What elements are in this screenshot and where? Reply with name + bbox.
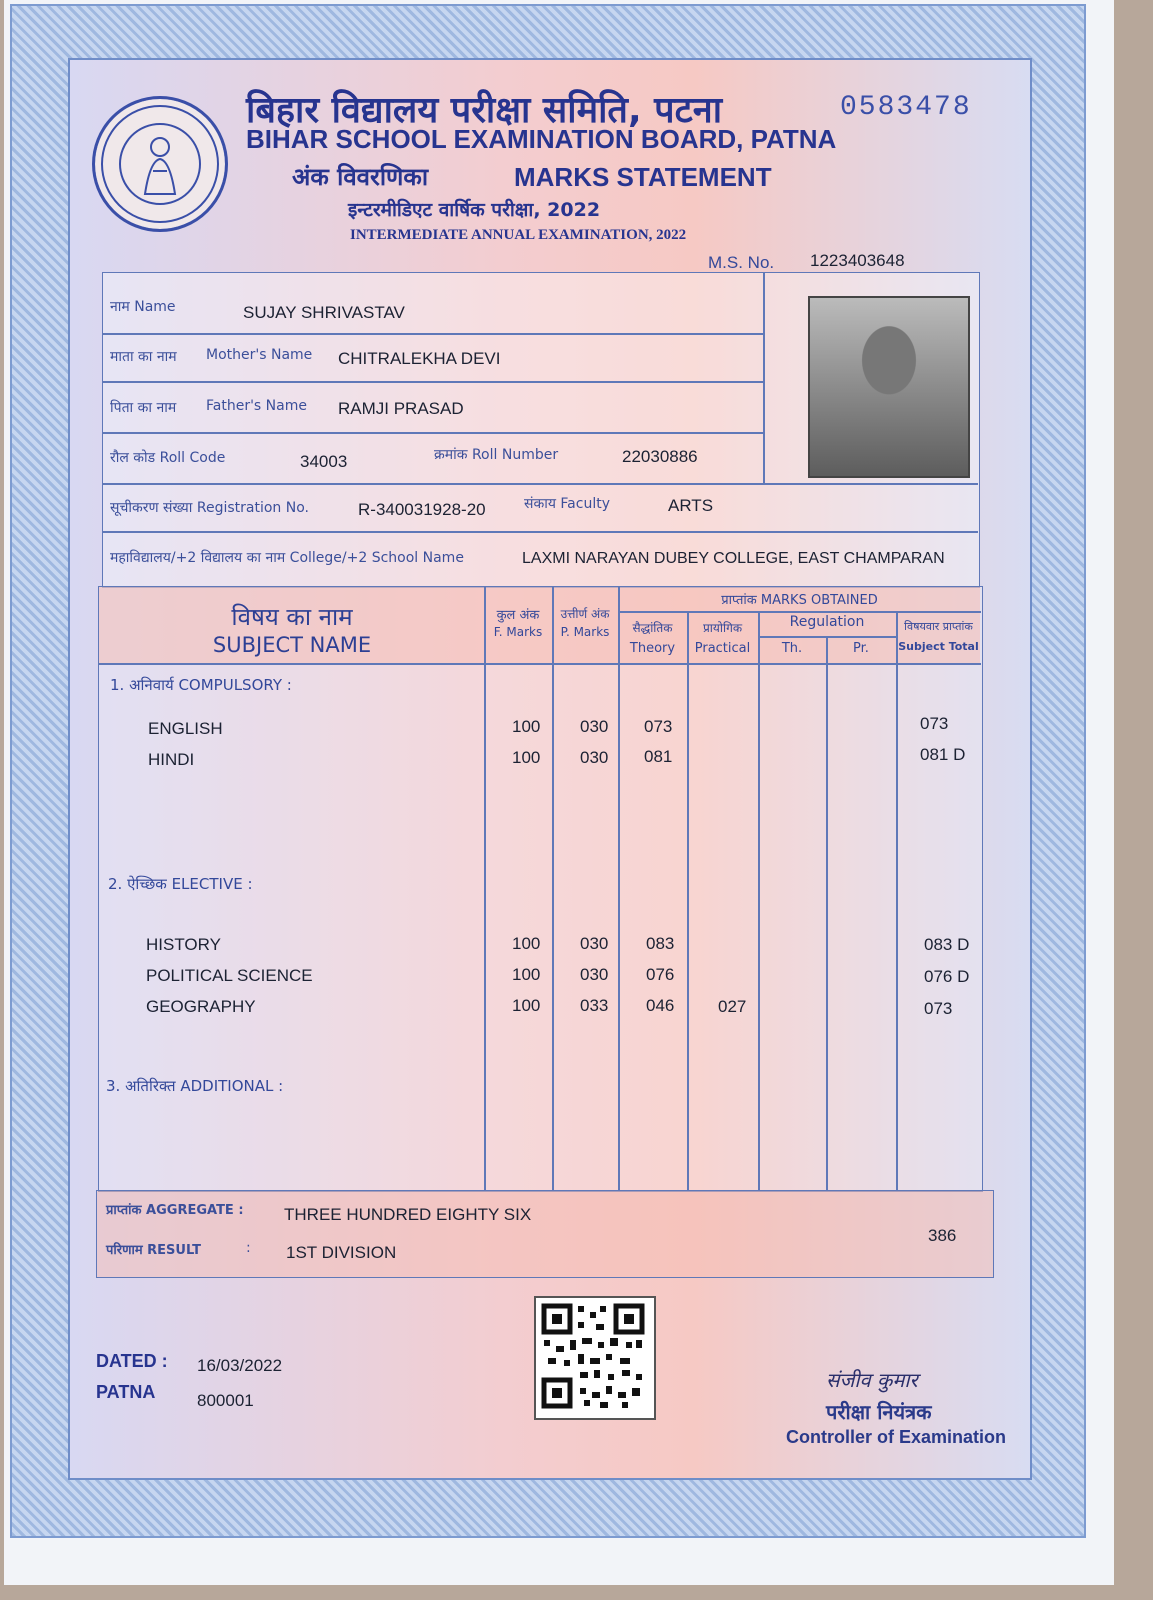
- father-label-english: Father's Name: [206, 398, 307, 414]
- ms-number-label: M.S. No.: [708, 253, 775, 272]
- roll-code-label: रौल कोड Roll Code: [110, 450, 226, 466]
- pin-code: 800001: [197, 1391, 254, 1410]
- father-name: RAMJI PRASAD: [338, 399, 464, 418]
- pass-marks: 033: [580, 996, 609, 1015]
- roll-number-label: क्रमांक Roll Number: [434, 447, 559, 463]
- controller-title-english: Controller of Examination: [786, 1427, 1007, 1447]
- theory-marks: 046: [646, 996, 675, 1015]
- pass-marks: 030: [580, 717, 609, 736]
- statement-title-english: MARKS STATEMENT: [514, 162, 772, 192]
- elective-section-label: 2. ऐच्छिक ELECTIVE :: [108, 875, 253, 893]
- statement-title-hindi: अंक विवरणिका: [292, 163, 429, 191]
- practical-header-english: Practical: [694, 641, 751, 656]
- practical-marks: 027: [718, 997, 747, 1016]
- full-marks: 100: [512, 996, 541, 1015]
- subject-total: 083 D: [924, 935, 970, 954]
- regulation-theory-header: Th.: [781, 641, 803, 656]
- roll-code: 34003: [300, 452, 348, 471]
- subject-total-header-hindi: विषयवार प्राप्तांक: [904, 620, 973, 633]
- board-title-hindi: बिहार विद्यालय परीक्षा समिति, पटना: [246, 90, 723, 131]
- name-label: नाम Name: [110, 299, 176, 315]
- marks-obtained-header: प्राप्तांक MARKS OBTAINED: [721, 593, 878, 608]
- mother-label-hindi: माता का नाम: [110, 349, 177, 365]
- pass-marks: 030: [580, 934, 609, 953]
- mother-label-english: Mother's Name: [206, 347, 313, 363]
- full-marks-header-hindi: कुल अंक: [496, 608, 540, 623]
- compulsory-section-label: 1. अनिवार्य COMPULSORY :: [110, 676, 292, 694]
- aggregate-total: 386: [928, 1226, 957, 1245]
- subject-name: GEOGRAPHY: [146, 997, 256, 1016]
- subject-total: 073: [920, 714, 949, 733]
- full-marks: 100: [512, 748, 541, 767]
- result-colon: :: [246, 1240, 251, 1256]
- registration-label: सूचीकरण संख्या Registration No.: [110, 500, 309, 516]
- qr-code-icon: [534, 1296, 656, 1420]
- full-marks: 100: [512, 934, 541, 953]
- place-label: PATNA: [96, 1382, 156, 1402]
- theory-marks: 073: [644, 717, 673, 736]
- subject-header-hindi: विषय का नाम: [231, 603, 353, 631]
- subject-total: 076 D: [924, 967, 970, 986]
- faculty-label: संकाय Faculty: [524, 496, 610, 512]
- theory-header-hindi: सैद्धांतिक: [632, 621, 673, 635]
- full-marks: 100: [512, 965, 541, 984]
- student-photo: [808, 296, 970, 478]
- subject-name: ENGLISH: [148, 719, 223, 738]
- exam-title-english: INTERMEDIATE ANNUAL EXAMINATION, 2022: [350, 227, 687, 243]
- college-name: LAXMI NARAYAN DUBEY COLLEGE, EAST CHAMPARAN: [522, 550, 945, 567]
- regulation-header: Regulation: [789, 614, 865, 630]
- regulation-practical-header: Pr.: [853, 641, 869, 656]
- faculty: ARTS: [668, 496, 714, 515]
- aggregate-words: THREE HUNDRED EIGHTY SIX: [284, 1205, 532, 1224]
- theory-marks: 081: [644, 747, 673, 766]
- board-seal-icon: [92, 96, 228, 232]
- result: 1ST DIVISION: [286, 1243, 397, 1262]
- controller-title-hindi: परीक्षा नियंत्रक: [826, 1400, 932, 1424]
- controller-signature: संजीव कुमार: [826, 1368, 918, 1392]
- subject-total: 081 D: [920, 745, 966, 764]
- subject-name: HISTORY: [146, 935, 221, 954]
- subject-total: 073: [924, 999, 953, 1018]
- pass-marks-header-hindi: उत्तीर्ण अंक: [560, 607, 610, 621]
- serial-number: 0583478: [840, 92, 972, 123]
- theory-header-english: Theory: [629, 641, 676, 656]
- theory-marks: 076: [646, 965, 675, 984]
- pass-marks: 030: [580, 748, 609, 767]
- dated-label: DATED :: [96, 1351, 168, 1371]
- student-name: SUJAY SHRIVASTAV: [243, 303, 405, 322]
- board-title-english: BIHAR SCHOOL EXAMINATION BOARD, PATNA: [246, 124, 837, 154]
- mother-name: CHITRALEKHA DEVI: [338, 349, 501, 368]
- aggregate-label: प्राप्तांक AGGREGATE :: [106, 1203, 244, 1218]
- full-marks: 100: [512, 717, 541, 736]
- ms-number: 1223403648: [810, 251, 905, 270]
- practical-header-hindi: प्रायोगिक: [702, 621, 743, 635]
- roll-number: 22030886: [622, 447, 698, 466]
- pass-marks-header-english: P. Marks: [560, 625, 610, 639]
- result-label: परिणाम RESULT: [106, 1243, 201, 1258]
- subject-name: HINDI: [148, 750, 195, 769]
- registration-number: R-340031928-20: [358, 500, 486, 519]
- exam-title-hindi: इन्टरमीडिएट वार्षिक परीक्षा, 2022: [348, 199, 601, 221]
- father-label-hindi: पिता का नाम: [110, 400, 177, 416]
- subject-name: POLITICAL SCIENCE: [146, 966, 313, 985]
- full-marks-header-english: F. Marks: [493, 625, 543, 639]
- issue-date: 16/03/2022: [197, 1356, 283, 1375]
- college-label: महाविद्यालय/+2 विद्यालय का नाम College/+2 School Name: [110, 550, 464, 566]
- subject-total-header-english: Subject Total: [898, 640, 979, 653]
- subject-header-english: SUBJECT NAME: [212, 633, 372, 657]
- additional-section-label: 3. अतिरिक्त ADDITIONAL :: [106, 1077, 284, 1095]
- theory-marks: 083: [646, 934, 675, 953]
- pass-marks: 030: [580, 965, 609, 984]
